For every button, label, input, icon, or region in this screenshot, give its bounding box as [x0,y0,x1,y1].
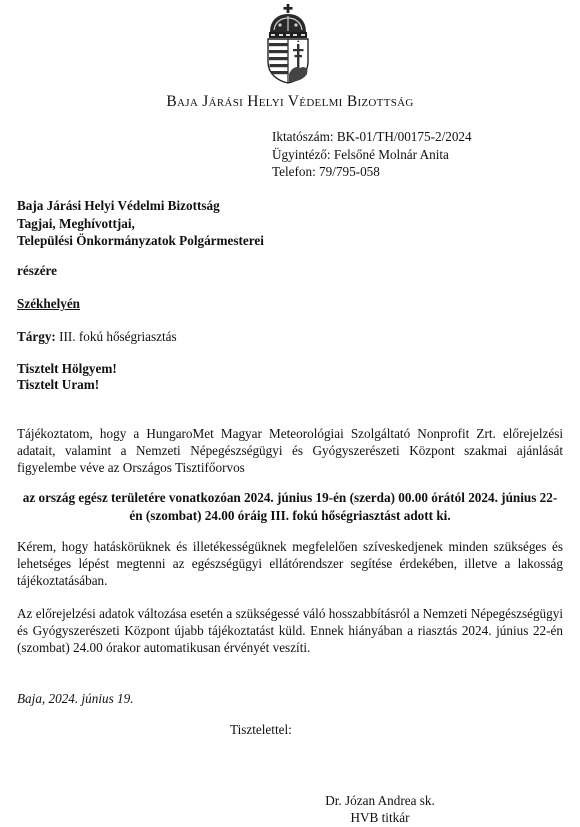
addressee-line: Baja Járási Helyi Védelmi Bizottság [17,198,220,213]
greeting-block [17,361,117,393]
coat-of-arms-emblem [262,4,314,84]
subject-label: Tárgy: [17,329,56,344]
body-paragraph: Kérem, hogy hatáskörüknek és illetékességüknek megfelelően szíveskedjenek minden szükséges és lehetséges lépést megtenni az egészségügyi ellátórendszer segítése érdekében, illetve a lakosság tájékoztatásában. [17,539,563,588]
reference-block [272,128,472,181]
signature-block [315,793,445,826]
closing-salutation: Tisztelettel: [230,722,292,737]
coat-of-arms-icon [262,4,314,84]
alert-statement: az ország egész területére vonatkozóan 2024. június 19-én (szerda) 00.00 órától 2024. június 22-én (szombat) 24.00 óráig III. fokú hőségriasztást adott ki. [22,490,558,523]
location-marker: Székhelyén [17,296,81,311]
phone-number: Telefon: 79/795-058 [272,164,380,179]
greeting-line: Tisztelt Hölgyem! [17,361,117,376]
case-officer: Ügyintéző: Felsőné Molnár Anita [272,146,449,162]
addressee-block [17,197,264,250]
subject-text: III. fokú hőségriasztás [55,329,177,344]
place-and-date: Baja, 2024. június 19. [17,691,134,706]
body-paragraph: Az előrejelzési adatok változása esetén a szükségessé váló hosszabbításról a Nemzeti Népegészségügyi és Gyógyszerészeti Központ újabb tájékoztatást küld. Ennek hiányában a riasztás 2024. június 22-én (szombat) 24.00 órakor automatikusan érvényét veszíti. [17,606,563,655]
organization-title: Baja Járási Helyi Védelmi Bizottság [166,93,414,110]
greeting-line: Tisztelt Uram! [17,377,100,392]
addressee-line: Települési Önkormányzatok Polgármesterei [17,233,264,248]
reference-number: Iktatószám: BK-01/TH/00175-2/2024 [272,129,472,144]
body-paragraph: Tájékoztatom, hogy a HungaroMet Magyar Meteorológiai Szolgáltató Nonprofit Zrt. előrejelzési adatait, valamint a Nemzeti Népegészségügyi és Gyógyszerészeti Központ szakmai ajánlását figyelembe véve az Országos Tisztifőorvos [17,426,563,475]
subject-line [17,329,177,345]
signatory-title: HVB titkár [350,809,410,825]
recipient-marker: részére [17,263,58,278]
addressee-line: Tagjai, Meghívottjai, [17,215,135,231]
signatory-name: Dr. Józan Andrea sk. [325,793,435,808]
